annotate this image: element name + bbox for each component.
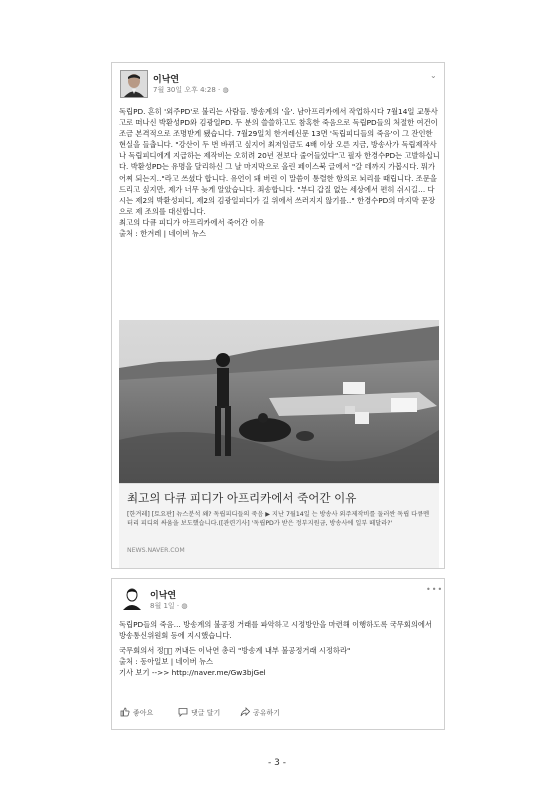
share-label: 공유하기 <box>253 709 281 717</box>
facebook-post-1 <box>111 62 445 569</box>
author-avatar[interactable] <box>120 70 148 98</box>
post-body <box>119 619 441 678</box>
globe-icon: ◍ <box>181 602 188 610</box>
thumbs-up-icon <box>120 707 130 719</box>
post-actions <box>112 707 446 725</box>
link-preview[interactable] <box>119 483 439 568</box>
link-title[interactable]: 최고의 다큐 피디가 아프리카에서 죽어간 이유 <box>127 491 357 505</box>
post-body <box>119 106 441 239</box>
author-name[interactable]: 이낙연 <box>150 591 177 601</box>
page-number: - 3 - <box>268 758 286 768</box>
author-avatar[interactable] <box>120 586 144 610</box>
link-source: NEWS.NAVER.COM <box>127 547 185 554</box>
comment-label: 댓글 달기 <box>191 709 221 717</box>
share-button[interactable] <box>240 707 280 719</box>
share-icon <box>240 707 250 719</box>
post-paragraph: 최고의 다큐 피디가 아프리카에서 죽어간 이유 <box>119 217 265 227</box>
post-paragraph: 기사 보기 -->> http://naver.me/Gw3bjGel <box>119 668 266 678</box>
comment-button[interactable] <box>178 707 220 719</box>
post-paragraph: 독립PD. 흔히 '외주PD'로 불리는 사람들. 방송계의 '을'. 남아프리카에서 작업하시다 7월14일 교통사고로 떠나신 박환성PD와 김광일PD. 두 분의 쓸쓸하고도 참혹한 죽음으로 독립PD들의 처절한 여건이 조금 본격적으로 조명받게 됐습니다. 7월29일치 한겨레신문 13면 '독립피디들의 죽음'이 그 잔인한 현실을 들춥니다. "강산이 두 번 바뀌고 싶지어 최저임금도 4배 이상 오른 지금, 방송사가 독립제작사나 독립피디에게 지급하는 제작비는 오히려 20년 전보다 줄어들었다"고 필자 한경수PD는 고발하십니다. 박환성PD는 유명을 달리하신 그 날 마지막으로 올린 페이스북 글에서 "갈 데까지 가봅시다. 뭐가 어찌 되는지‥"라고 쓰셨다 합니다. 유언이 돼 버린 이 말씀이 통렬한 항의로 뇌리를 때립니다. 조문을 드리고 싶지만, 제가 너무 늦게 알았습니다. 죄송합니다. "부디 갑질 없는 세상에서 편히 쉬시길‥. 다시는 제2의 박환성피디, 제2의 김광일피디가 길 위에서 쓰러지지 않기를‥" 한경수PD의 마지막 문장으로 제 조의를 대신합니다. <box>119 107 440 216</box>
post-paragraph: 출처 : 동아일보 | 네이버 뉴스 <box>119 657 214 667</box>
like-button[interactable] <box>120 707 153 719</box>
facebook-post-2 <box>111 578 445 730</box>
post-timestamp[interactable] <box>150 601 187 611</box>
post-paragraph: 독립PD들의 죽음‥. 방송계의 불공정 거래를 파악하고 시정방안을 마련해 이행하도록 국무회의에서 방송통신위원회 등에 지시했습니다. <box>119 620 432 641</box>
like-label: 좋아요 <box>133 709 154 717</box>
timestamp-text: 7월 30일 오후 4:28 · <box>153 86 223 94</box>
timestamp-text: 8월 1일 · <box>150 602 182 610</box>
post-paragraph: 국무회의서 정의🏽 꺼내든 이낙연 총리 "방송계 내부 불공정거래 시정하라" <box>119 646 351 656</box>
globe-icon: ◍ <box>222 86 229 94</box>
post-paragraph: 출처 : 한겨레 | 네이버 뉴스 <box>119 229 207 239</box>
more-options-icon[interactable]: ••• <box>426 585 444 594</box>
chevron-down-icon[interactable]: ⌄ <box>430 71 437 80</box>
author-name[interactable]: 이낙연 <box>153 75 180 85</box>
link-description: [한겨레] [토요판] 뉴스분석 왜? 독립피디들의 죽음 ▶ 지난 7월14일 는 방송사 외주제작비를 둘러싼 독립 다큐멘터리 피디의 싸움을 보도했습니다.([관련기사] '독립PD가 받은 정부지원금, 방송사에 일부 떼달라?' <box>127 511 430 527</box>
post-timestamp[interactable] <box>153 85 229 95</box>
comment-icon <box>178 707 188 719</box>
